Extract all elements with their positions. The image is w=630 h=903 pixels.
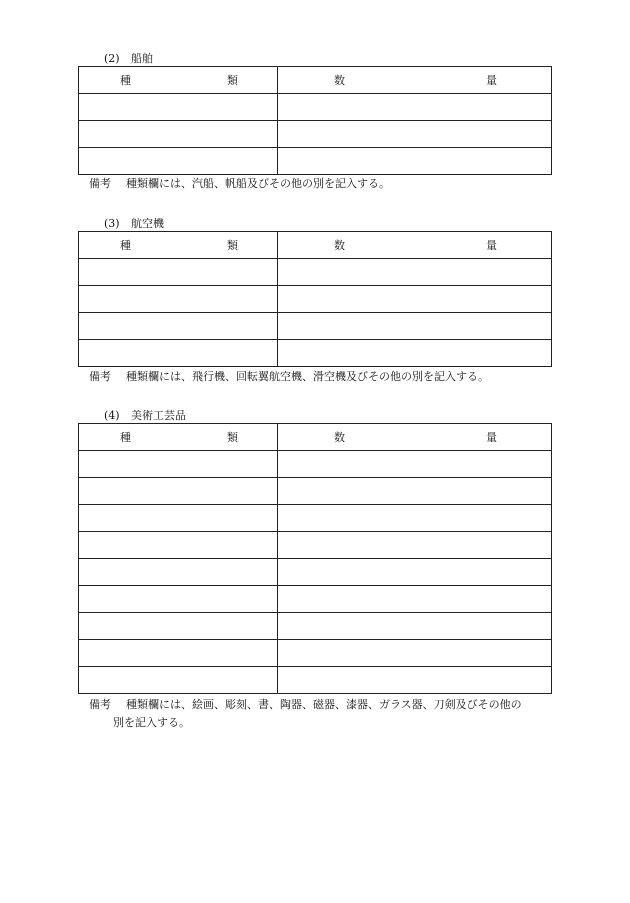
type-cell[interactable]	[79, 640, 278, 667]
table-header-row	[79, 424, 552, 451]
quantity-cell[interactable]	[278, 286, 552, 313]
section-title	[104, 407, 186, 423]
type-cell[interactable]	[79, 286, 278, 313]
note	[89, 175, 559, 193]
quantity-cell[interactable]	[278, 640, 552, 667]
type-cell[interactable]	[79, 667, 278, 694]
table-row	[79, 121, 552, 148]
section-title-text: 美術工芸品	[131, 409, 186, 422]
quantity-cell[interactable]	[278, 94, 552, 121]
table-row	[79, 640, 552, 667]
type-cell[interactable]	[79, 148, 278, 175]
table-row	[79, 613, 552, 640]
type-cell[interactable]	[79, 340, 278, 367]
note-line	[89, 696, 559, 714]
table-row	[79, 148, 552, 175]
table-row	[79, 94, 552, 121]
type-cell[interactable]	[79, 259, 278, 286]
quantity-cell[interactable]	[278, 340, 552, 367]
quantity-cell[interactable]	[278, 478, 552, 505]
table-row	[79, 259, 552, 286]
quantity-cell[interactable]	[278, 148, 552, 175]
ships-table	[78, 66, 552, 175]
quantity-cell[interactable]	[278, 559, 552, 586]
quantity-cell[interactable]	[278, 121, 552, 148]
table-row	[79, 451, 552, 478]
section-number: (3)	[104, 217, 120, 230]
table-row	[79, 667, 552, 694]
note	[89, 696, 559, 732]
type-cell[interactable]	[79, 94, 278, 121]
quantity-cell[interactable]	[278, 532, 552, 559]
type-cell[interactable]	[79, 559, 278, 586]
table-row	[79, 559, 552, 586]
table-row	[79, 478, 552, 505]
section-title-text: 航空機	[131, 217, 164, 230]
table-row	[79, 313, 552, 340]
type-cell[interactable]	[79, 505, 278, 532]
note-label: 備考	[89, 698, 111, 711]
header-type: 種 類	[79, 424, 278, 451]
quantity-cell[interactable]	[278, 586, 552, 613]
section-title-text: 船舶	[131, 52, 153, 65]
type-cell[interactable]	[79, 532, 278, 559]
header-type: 種 類	[79, 232, 278, 259]
table-row	[79, 340, 552, 367]
table-row	[79, 286, 552, 313]
type-cell[interactable]	[79, 613, 278, 640]
type-cell[interactable]	[79, 121, 278, 148]
header-quantity: 数 量	[278, 424, 552, 451]
section-number: (2)	[104, 52, 120, 65]
header-quantity: 数 量	[278, 67, 552, 94]
aircraft-table	[78, 231, 552, 367]
table-row	[79, 505, 552, 532]
header-type: 種 類	[79, 67, 278, 94]
note-text-continued: 別を記入する。	[113, 716, 190, 729]
quantity-cell[interactable]	[278, 613, 552, 640]
art-crafts-table	[78, 423, 552, 694]
header-quantity: 数 量	[278, 232, 552, 259]
note-text: 種類欄には、飛行機、回転翼航空機、滑空機及びその他の別を記入する。	[126, 370, 489, 383]
note-label: 備考	[89, 177, 111, 190]
note-text: 種類欄には、汽船、帆船及びその他の別を記入する。	[126, 177, 390, 190]
quantity-cell[interactable]	[278, 313, 552, 340]
section-title	[104, 50, 153, 66]
note-text: 種類欄には、絵画、彫刻、書、陶器、磁器、漆器、ガラス器、刀剣及びその他の	[126, 698, 522, 711]
table-header-row	[79, 67, 552, 94]
type-cell[interactable]	[79, 478, 278, 505]
section-number: (4)	[104, 409, 120, 422]
type-cell[interactable]	[79, 313, 278, 340]
note	[89, 368, 559, 386]
section-title	[104, 215, 164, 231]
table-header-row	[79, 232, 552, 259]
quantity-cell[interactable]	[278, 451, 552, 478]
quantity-cell[interactable]	[278, 667, 552, 694]
quantity-cell[interactable]	[278, 259, 552, 286]
table-row	[79, 532, 552, 559]
type-cell[interactable]	[79, 586, 278, 613]
table-row	[79, 586, 552, 613]
note-label: 備考	[89, 370, 111, 383]
type-cell[interactable]	[79, 451, 278, 478]
quantity-cell[interactable]	[278, 505, 552, 532]
